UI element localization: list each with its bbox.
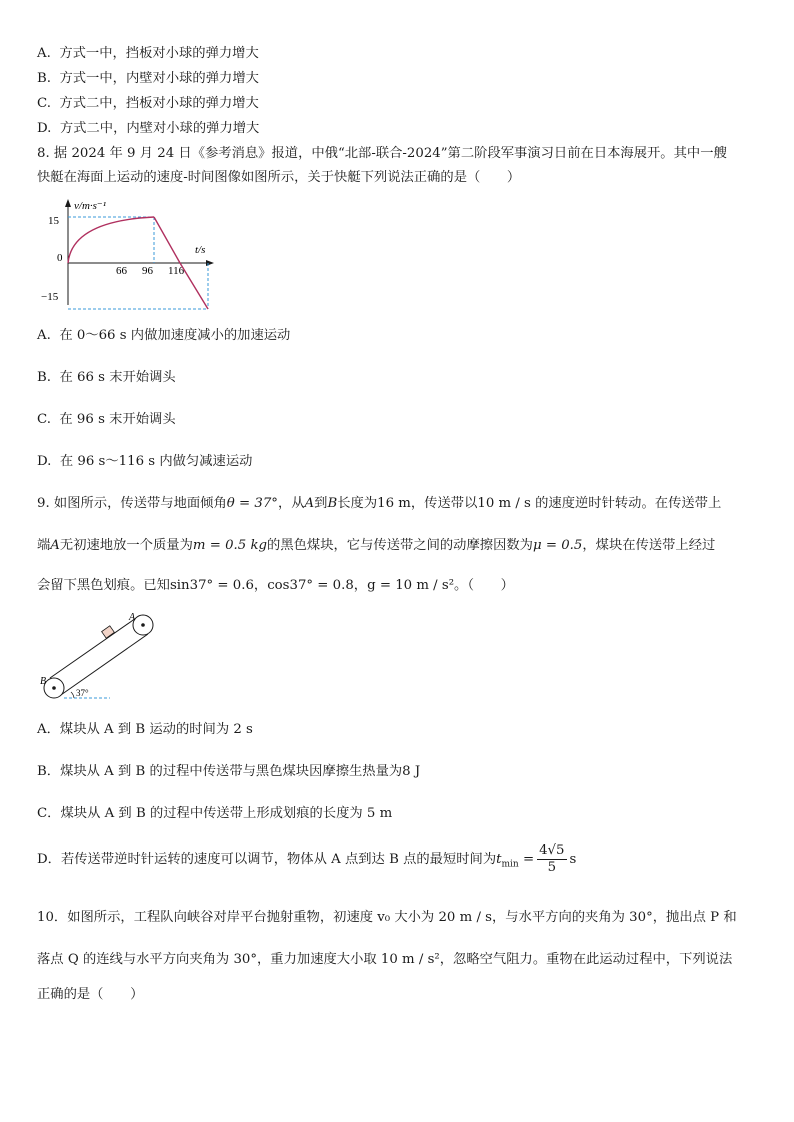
fraction: $\frac{4√5}{5}$ — [539, 843, 565, 875]
q8-option-c: C. 在 96 s 末开始调头 — [37, 412, 176, 427]
roller-a-axle — [141, 623, 145, 627]
x-axis-arrow — [206, 260, 214, 266]
angle-arc — [71, 692, 74, 698]
q9-option-b: B．煤块从 A 到 B 的过程中传送带与黑色煤块因摩擦生热量为8 J — [37, 764, 421, 779]
y-axis-arrow — [65, 199, 71, 207]
q9-stem-line2: 端A无初速地放一个质量为m = 0.5 kg的黑色煤块，它与传送带之间的动摩擦因数为μ = 0.5，煤块在传送带上经过 — [37, 538, 716, 553]
roller-b-axle — [52, 686, 56, 690]
q7-option-b: B. 方式一中，内壁对小球的弹力增大 — [37, 71, 259, 86]
q8-option-b: B. 在 66 s 末开始调头 — [37, 370, 176, 385]
q8-option-a: A. 在 0～66 s 内做加速度减小的加速运动 — [37, 328, 291, 343]
label-a: A — [129, 612, 136, 623]
x-axis-label: t/s — [195, 244, 206, 256]
velocity-curve-0-66 — [68, 217, 154, 263]
q8-option-d: D. 在 96 s～116 s 内做匀减速运动 — [37, 454, 253, 469]
y-tick-15: 15 — [48, 215, 59, 227]
q7-option-a: A. 方式一中，挡板对小球的弹力增大 — [37, 46, 259, 61]
q9-stem-line1: 9. 如图所示，传送带与地面倾角θ = 37°，从A到B长度为16 m，传送带以10 m / s 的速度逆时针转动。在传送带上 — [37, 496, 722, 511]
q7-option-d: D. 方式二中，内壁对小球的弹力增大 — [37, 121, 260, 136]
q10-stem-line1: 10．如图所示，工程队向峡谷对岸平台抛射重物，初速度 v₀ 大小为 20 m / s，与水平方向的夹角为 30°，抛出点 P 和 — [37, 910, 737, 925]
belt-top-edge — [50, 616, 139, 678]
coal-block — [102, 626, 115, 638]
y-axis-label: v/m·s⁻¹ — [74, 200, 107, 212]
q8-stem-line2: 快艇在海面上运动的速度-时间图像如图所示，关于快艇下列说法正确的是（ ） — [37, 170, 521, 185]
q9-option-d: D．若传送带逆时针运转的速度可以调节，物体从 A 点到达 B 点的最短时间为$t_{min}$ = $\frac{4√5}{5}$ s — [37, 843, 577, 875]
q10-stem-line2: 落点 Q 的连线与水平方向夹角为 30°，重力加速度大小取 10 m / s²，忽略空气阻力。重物在此运动过程中，下列说法 — [37, 952, 733, 967]
conveyor-diagram — [38, 608, 168, 704]
vt-graph — [38, 193, 218, 313]
label-b: B — [40, 676, 47, 687]
belt-bottom-edge — [58, 634, 148, 697]
q9-option-c: C．煤块从 A 到 B 的过程中传送带上形成划痕的长度为 5 m — [37, 806, 393, 821]
q9-option-a: A．煤块从 A 到 B 运动的时间为 2 s — [37, 722, 253, 737]
y-tick-neg15: −15 — [41, 291, 59, 303]
q8-stem-line1: 8. 据 2024 年 9 月 24 日《参考消息》报道，中俄“北部-联合-2024”第二阶段军事演习日前在日本海展开。其中一艘 — [37, 146, 727, 161]
q9-stem-line3: 会留下黑色划痕。已知sin37° = 0.6，cos37° = 0.8，g = 10 m / s²。（ ） — [37, 578, 514, 593]
q10-stem-line3: 正确的是（ ） — [37, 987, 144, 1002]
y-tick-0: 0 — [57, 252, 63, 264]
angle-label: 37° — [76, 688, 89, 698]
x-tick-116: 116 — [168, 265, 185, 277]
q7-option-c: C. 方式二中，挡板对小球的弹力增大 — [37, 96, 259, 111]
x-tick-96: 96 — [142, 265, 153, 277]
x-tick-66: 66 — [116, 265, 127, 277]
